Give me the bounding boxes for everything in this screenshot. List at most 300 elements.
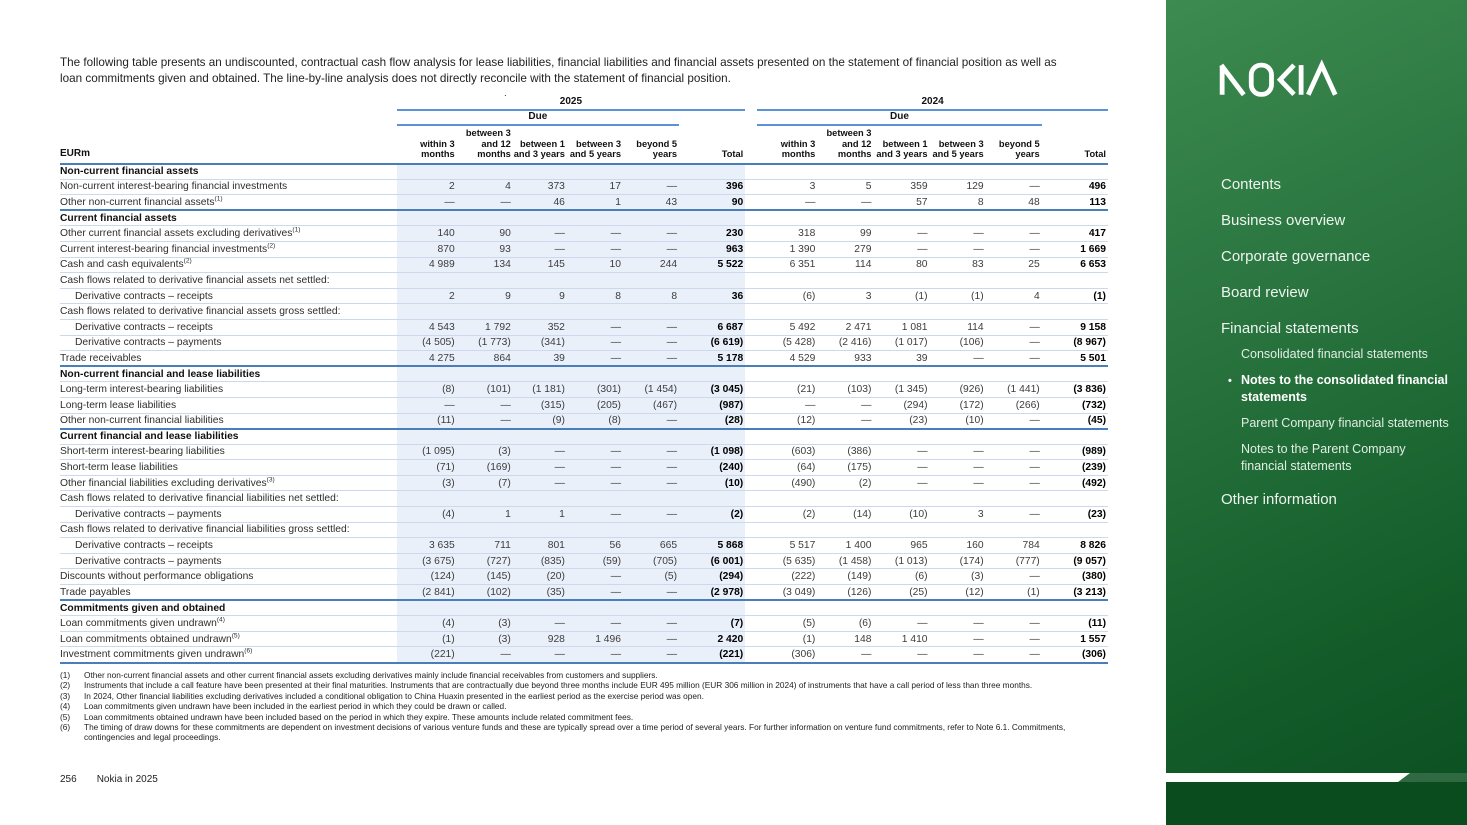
value-total-cell xyxy=(1042,429,1108,445)
value-cell: 318 xyxy=(757,226,817,242)
spacer-cell xyxy=(745,507,757,523)
value-total-cell: 90 xyxy=(679,195,745,211)
value-cell xyxy=(513,600,567,616)
value-cell: 244 xyxy=(623,257,679,273)
value-total-cell: (9 057) xyxy=(1042,553,1108,569)
value-cell: — xyxy=(623,413,679,429)
financial-statements-subnav xyxy=(1228,346,1453,475)
row-label: Cash flows related to derivative financial assets net settled: xyxy=(60,273,397,289)
spacer-cell xyxy=(745,241,757,257)
value-cell: — xyxy=(623,475,679,491)
value-cell: — xyxy=(930,616,986,632)
value-cell: (8) xyxy=(397,382,457,398)
value-cell xyxy=(986,366,1042,382)
value-total-cell xyxy=(679,304,745,320)
value-cell: — xyxy=(930,444,986,460)
value-cell: 90 xyxy=(457,226,513,242)
value-cell xyxy=(623,522,679,538)
value-cell xyxy=(873,273,929,289)
value-cell: (103) xyxy=(817,382,873,398)
value-cell: (926) xyxy=(930,382,986,398)
row-label: Derivative contracts – payments xyxy=(60,507,397,523)
value-cell: — xyxy=(513,460,567,476)
footnote xyxy=(60,722,1112,743)
footnote-ref: (5) xyxy=(231,632,240,640)
col-header: between 1 and 3 years xyxy=(873,125,929,164)
value-cell: (301) xyxy=(567,382,623,398)
due-label-2025: Due xyxy=(397,110,679,125)
value-cell xyxy=(930,366,986,382)
value-cell xyxy=(817,304,873,320)
empty-cell xyxy=(60,110,397,125)
value-cell: 784 xyxy=(986,538,1042,554)
value-cell: (3 049) xyxy=(757,585,817,601)
value-cell: (169) xyxy=(457,460,513,476)
value-cell xyxy=(986,164,1042,180)
value-cell: — xyxy=(567,319,623,335)
row-label: Current financial and lease liabilities xyxy=(60,429,397,445)
value-cell: — xyxy=(513,241,567,257)
value-total-cell: (8 967) xyxy=(1042,335,1108,351)
spacer-cell xyxy=(745,460,757,476)
value-cell xyxy=(757,366,817,382)
value-cell xyxy=(873,366,929,382)
page-number: 256 xyxy=(60,774,77,785)
sidebar-subitem-notes-parent-company[interactable]: Notes to the Parent Company financial statements xyxy=(1241,442,1406,473)
footnote xyxy=(60,701,1112,711)
footnote-text: Loan commitments obtained undrawn have been included based on the period in which they expire. These amounts include related commitment fees. xyxy=(84,711,634,722)
value-cell: — xyxy=(397,195,457,211)
row-label: Commitments given and obtained xyxy=(60,600,397,616)
value-total-cell: 6 687 xyxy=(679,319,745,335)
table-row xyxy=(60,538,1108,554)
value-cell: (306) xyxy=(757,647,817,663)
value-cell: — xyxy=(986,444,1042,460)
value-cell: (7) xyxy=(457,475,513,491)
value-cell: 93 xyxy=(457,241,513,257)
value-cell: 114 xyxy=(930,319,986,335)
value-total-cell xyxy=(679,429,745,445)
value-cell: (4) xyxy=(397,616,457,632)
footnote-ref: (2) xyxy=(267,242,276,250)
spacer-cell xyxy=(745,444,757,460)
value-cell: (4) xyxy=(397,507,457,523)
spacer-cell xyxy=(745,96,757,110)
value-cell: 2 471 xyxy=(817,319,873,335)
table-row xyxy=(60,179,1108,195)
value-cell: — xyxy=(567,585,623,601)
value-cell: (315) xyxy=(513,397,567,413)
value-cell xyxy=(567,366,623,382)
value-cell: (3) xyxy=(397,475,457,491)
value-cell: (205) xyxy=(567,397,623,413)
value-cell: (1 013) xyxy=(873,553,929,569)
value-cell xyxy=(397,210,457,226)
value-cell: — xyxy=(986,647,1042,663)
value-cell: (1 345) xyxy=(873,382,929,398)
value-cell xyxy=(817,600,873,616)
value-cell xyxy=(397,164,457,180)
value-total-cell: (11) xyxy=(1042,616,1108,632)
value-cell: 3 xyxy=(930,507,986,523)
value-cell xyxy=(397,366,457,382)
sidebar-item-financial-statements[interactable]: Financial statements xyxy=(1221,320,1359,337)
value-cell xyxy=(930,522,986,538)
value-cell xyxy=(513,304,567,320)
value-cell: (14) xyxy=(817,507,873,523)
value-cell xyxy=(757,429,817,445)
spacer-cell xyxy=(745,304,757,320)
value-cell: (175) xyxy=(817,460,873,476)
value-cell xyxy=(757,210,817,226)
spacer-cell xyxy=(745,179,757,195)
value-cell: 5 xyxy=(817,179,873,195)
footnote xyxy=(60,712,1112,722)
value-cell: (126) xyxy=(817,585,873,601)
value-cell: — xyxy=(930,241,986,257)
value-cell: 665 xyxy=(623,538,679,554)
value-total-cell xyxy=(679,366,745,382)
value-cell xyxy=(397,273,457,289)
footnote-text: Loan commitments given undrawn have been included in the earliest period in which they could be drawn or called. xyxy=(84,701,507,712)
value-cell: 39 xyxy=(513,351,567,367)
sidebar-subitem-parent-company-financial-statements[interactable]: Parent Company financial statements xyxy=(1241,416,1449,430)
value-total-cell xyxy=(679,210,745,226)
value-cell: (490) xyxy=(757,475,817,491)
value-cell xyxy=(986,304,1042,320)
spacer-cell xyxy=(745,210,757,226)
value-cell: (5 635) xyxy=(757,553,817,569)
sidebar-item-contents[interactable]: Contents xyxy=(1221,176,1282,193)
value-cell: (1) xyxy=(986,585,1042,601)
due-label-2024: Due xyxy=(757,110,1041,125)
value-cell: (5) xyxy=(757,616,817,632)
value-cell: (6) xyxy=(873,569,929,585)
value-cell: — xyxy=(930,631,986,647)
row-label: Non-current financial assets xyxy=(60,164,397,180)
value-cell: 4 529 xyxy=(757,351,817,367)
value-cell: 1 792 xyxy=(457,319,513,335)
value-cell: — xyxy=(513,226,567,242)
value-cell: — xyxy=(567,647,623,663)
value-cell xyxy=(457,491,513,507)
nav-sidebar xyxy=(1166,0,1467,825)
active-item-label: Notes to the consolidated financial statements xyxy=(1241,373,1448,404)
value-cell: (1 181) xyxy=(513,382,567,398)
value-cell xyxy=(986,600,1042,616)
value-cell: — xyxy=(513,475,567,491)
value-cell xyxy=(457,366,513,382)
year-2025-header: 2025 xyxy=(397,96,746,110)
value-cell: — xyxy=(567,226,623,242)
spacer-cell xyxy=(745,366,757,382)
value-cell: (12) xyxy=(757,413,817,429)
spacer-cell xyxy=(745,569,757,585)
col-header: between 3 and 12 months xyxy=(817,125,873,164)
spacer-cell xyxy=(745,600,757,616)
sidebar-subitem-notes-consolidated[interactable] xyxy=(1228,372,1453,406)
table-row xyxy=(60,397,1108,413)
table-row xyxy=(60,507,1108,523)
value-cell: (101) xyxy=(457,382,513,398)
table-row xyxy=(60,647,1108,663)
footnote-ref: (2) xyxy=(183,257,192,265)
row-label: Short-term interest-bearing liabilities xyxy=(60,444,397,460)
value-cell: — xyxy=(623,616,679,632)
footnotes xyxy=(60,670,1112,743)
value-cell: (3) xyxy=(930,569,986,585)
section-header-row xyxy=(60,366,1108,382)
value-cell: (23) xyxy=(873,413,929,429)
spacer-cell xyxy=(745,647,757,663)
value-total-cell: (6 619) xyxy=(679,335,745,351)
value-cell: — xyxy=(457,397,513,413)
value-cell: (20) xyxy=(513,569,567,585)
value-cell: — xyxy=(623,241,679,257)
value-cell xyxy=(930,304,986,320)
intro-paragraph: The following table presents an undiscounted, contractual cash flow analysis for lease liabilities, financial liabilities and financial assets presented on the statement of financial position as well as loan commitments given and obtained. The line-by-line analysis does not directly reconcile with the statement of financial position. xyxy=(60,56,1057,85)
value-cell: 56 xyxy=(567,538,623,554)
spacer-cell xyxy=(745,522,757,538)
value-total-cell: (732) xyxy=(1042,397,1108,413)
value-cell: (25) xyxy=(873,585,929,601)
spacer-cell xyxy=(745,475,757,491)
col-header: between 3 and 5 years xyxy=(930,125,986,164)
value-total-cell: (6 001) xyxy=(679,553,745,569)
value-total-cell: (380) xyxy=(1042,569,1108,585)
sidebar-item-business-overview[interactable]: Business overview xyxy=(1221,212,1346,229)
spacer-cell xyxy=(745,164,757,180)
value-cell: — xyxy=(757,195,817,211)
value-cell: — xyxy=(817,397,873,413)
value-cell: — xyxy=(986,319,1042,335)
value-cell xyxy=(567,273,623,289)
table-row xyxy=(60,522,1108,538)
value-total-cell: 9 158 xyxy=(1042,319,1108,335)
value-cell: (35) xyxy=(513,585,567,601)
value-cell: 148 xyxy=(817,631,873,647)
value-cell: — xyxy=(623,179,679,195)
spacer-cell xyxy=(745,553,757,569)
value-cell: — xyxy=(873,241,929,257)
value-cell: (21) xyxy=(757,382,817,398)
value-cell xyxy=(513,164,567,180)
value-cell: (124) xyxy=(397,569,457,585)
value-cell: — xyxy=(817,195,873,211)
value-total-cell: 1 669 xyxy=(1042,241,1108,257)
value-cell xyxy=(513,429,567,445)
table-row xyxy=(60,273,1108,289)
spacer-cell xyxy=(745,491,757,507)
row-label: Short-term lease liabilities xyxy=(60,460,397,476)
column-header-row xyxy=(60,125,1108,164)
row-label: Cash flows related to derivative financial liabilities gross settled: xyxy=(60,522,397,538)
spacer-cell xyxy=(745,319,757,335)
footnote-number: (5) xyxy=(60,711,71,722)
value-total-cell: (7) xyxy=(679,616,745,632)
value-total-cell: 496 xyxy=(1042,179,1108,195)
value-cell: 870 xyxy=(397,241,457,257)
value-cell: (2 841) xyxy=(397,585,457,601)
value-cell xyxy=(757,164,817,180)
value-cell: — xyxy=(873,616,929,632)
maturity-table xyxy=(60,96,1108,664)
value-cell xyxy=(817,366,873,382)
value-cell: (603) xyxy=(757,444,817,460)
value-cell: (59) xyxy=(567,553,623,569)
value-cell xyxy=(513,522,567,538)
value-cell: — xyxy=(930,475,986,491)
value-cell: 4 275 xyxy=(397,351,457,367)
value-cell: — xyxy=(397,397,457,413)
value-cell: 3 xyxy=(817,288,873,304)
value-cell xyxy=(873,164,929,180)
spacer-cell xyxy=(745,125,757,164)
value-cell: 4 xyxy=(986,288,1042,304)
value-cell: (5 428) xyxy=(757,335,817,351)
value-cell: — xyxy=(986,507,1042,523)
value-cell: 1 xyxy=(513,507,567,523)
value-cell: 129 xyxy=(930,179,986,195)
value-cell: — xyxy=(623,460,679,476)
value-cell: — xyxy=(567,444,623,460)
spacer-cell xyxy=(745,585,757,601)
value-cell xyxy=(567,600,623,616)
sidebar-subitem-consolidated-financial-statements[interactable]: Consolidated financial statements xyxy=(1241,347,1428,361)
spacer-cell xyxy=(745,616,757,632)
value-total-cell: 5 501 xyxy=(1042,351,1108,367)
value-cell: — xyxy=(567,569,623,585)
sidebar-item-board-review[interactable]: Board review xyxy=(1221,284,1309,301)
spacer-cell xyxy=(745,351,757,367)
value-cell: (1 773) xyxy=(457,335,513,351)
value-cell: — xyxy=(873,647,929,663)
col-header: between 3 and 12 months xyxy=(457,125,513,164)
value-cell: (149) xyxy=(817,569,873,585)
year-header-row xyxy=(60,96,1108,110)
footnote-number: (3) xyxy=(60,690,71,701)
value-cell: (9) xyxy=(513,413,567,429)
sidebar-item-corporate-governance[interactable]: Corporate governance xyxy=(1221,248,1371,265)
value-cell: 801 xyxy=(513,538,567,554)
value-cell xyxy=(986,522,1042,538)
active-item-bullet: • xyxy=(1228,375,1232,387)
table-row xyxy=(60,382,1108,398)
table-row xyxy=(60,241,1108,257)
value-cell: 3 635 xyxy=(397,538,457,554)
footnote-ref: (1) xyxy=(214,195,223,203)
value-cell: 4 989 xyxy=(397,257,457,273)
value-cell: (221) xyxy=(397,647,457,663)
value-cell xyxy=(457,429,513,445)
value-cell xyxy=(817,491,873,507)
value-cell: — xyxy=(623,226,679,242)
value-cell: — xyxy=(930,226,986,242)
value-cell: (3) xyxy=(457,631,513,647)
value-total-cell: (1) xyxy=(1042,288,1108,304)
col-header-total: Total xyxy=(1042,125,1108,164)
spacer-cell xyxy=(745,273,757,289)
spacer-cell xyxy=(745,335,757,351)
value-cell xyxy=(817,164,873,180)
value-cell: — xyxy=(873,226,929,242)
value-total-cell: 2 420 xyxy=(679,631,745,647)
spacer-cell xyxy=(745,257,757,273)
value-total-cell: (987) xyxy=(679,397,745,413)
value-cell: — xyxy=(567,351,623,367)
spacer-cell xyxy=(745,288,757,304)
value-total-cell: (221) xyxy=(679,647,745,663)
sidebar-item-other-information[interactable]: Other information xyxy=(1221,491,1337,508)
value-cell: 1 390 xyxy=(757,241,817,257)
value-cell: (71) xyxy=(397,460,457,476)
value-total-cell: 1 557 xyxy=(1042,631,1108,647)
empty-cell xyxy=(1042,110,1108,125)
value-cell: (172) xyxy=(930,397,986,413)
value-cell: — xyxy=(986,413,1042,429)
spacer-cell xyxy=(745,195,757,211)
value-total-cell xyxy=(679,491,745,507)
value-cell: — xyxy=(986,241,1042,257)
value-cell: (222) xyxy=(757,569,817,585)
table-row xyxy=(60,585,1108,601)
value-cell: — xyxy=(873,475,929,491)
value-cell: 933 xyxy=(817,351,873,367)
cash-flow-table xyxy=(60,96,1110,664)
value-cell: 8 xyxy=(930,195,986,211)
value-cell xyxy=(397,429,457,445)
page-footer xyxy=(60,774,158,785)
footnote xyxy=(60,680,1112,690)
value-cell: — xyxy=(757,397,817,413)
value-total-cell: (10) xyxy=(679,475,745,491)
value-cell: 17 xyxy=(567,179,623,195)
col-header: within 3 months xyxy=(757,125,817,164)
footnote-ref: (1) xyxy=(292,226,301,234)
value-cell: 43 xyxy=(623,195,679,211)
table-row xyxy=(60,226,1108,242)
unit-label: EURm xyxy=(60,125,397,164)
value-cell: — xyxy=(623,444,679,460)
value-cell: 114 xyxy=(817,257,873,273)
value-total-cell: (3 213) xyxy=(1042,585,1108,601)
value-total-cell: (1 098) xyxy=(679,444,745,460)
row-label: Trade receivables xyxy=(60,351,397,367)
table-row xyxy=(60,491,1108,507)
value-total-cell: 36 xyxy=(679,288,745,304)
row-label: Non-current interest-bearing financial investments xyxy=(60,179,397,195)
row-label: Discounts without performance obligations xyxy=(60,569,397,585)
value-cell: 1 410 xyxy=(873,631,929,647)
value-total-cell xyxy=(1042,522,1108,538)
row-label: Derivative contracts – receipts xyxy=(60,319,397,335)
value-cell: 48 xyxy=(986,195,1042,211)
value-cell xyxy=(623,491,679,507)
value-cell: — xyxy=(986,569,1042,585)
value-cell xyxy=(623,210,679,226)
value-cell xyxy=(930,273,986,289)
value-cell: 4 543 xyxy=(397,319,457,335)
row-label: Trade payables xyxy=(60,585,397,601)
footnote-number: (1) xyxy=(60,670,71,680)
value-cell: — xyxy=(457,413,513,429)
value-cell xyxy=(623,600,679,616)
value-cell: 2 xyxy=(397,179,457,195)
value-total-cell: 8 826 xyxy=(1042,538,1108,554)
row-label: Cash and cash equivalents$^{(2)}$ xyxy=(60,257,397,273)
value-cell: (467) xyxy=(623,397,679,413)
value-cell: — xyxy=(567,507,623,523)
